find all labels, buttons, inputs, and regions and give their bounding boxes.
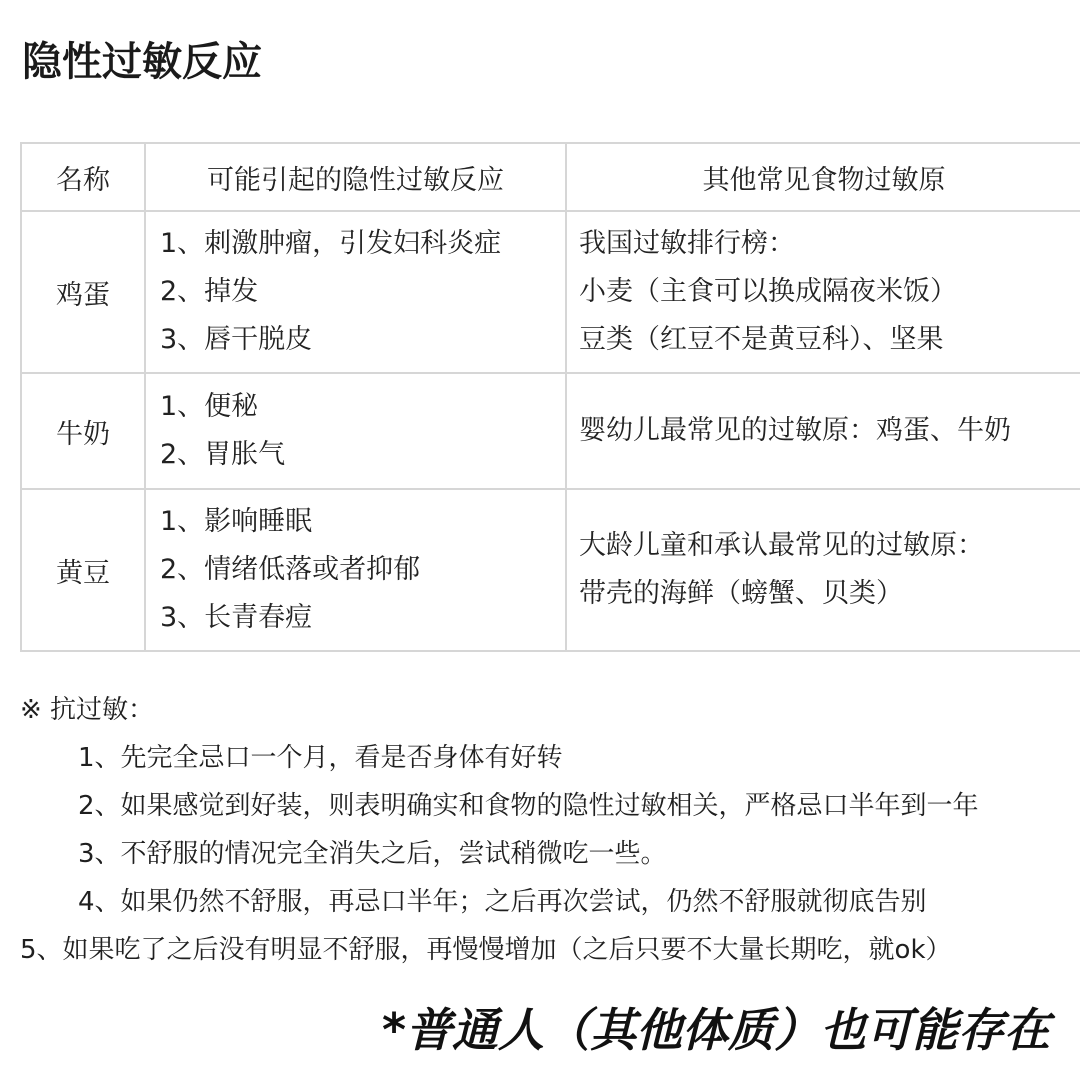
reaction-item: 1、便秘 xyxy=(160,391,259,422)
allergen-line: 大龄儿童和承认最常见的过敏原： xyxy=(579,530,984,561)
reaction-item: 1、影响睡眠 xyxy=(160,506,313,537)
reaction-item: 2、掉发 xyxy=(160,276,259,307)
column-header-reactions: 可能引起的隐性过敏反应 xyxy=(145,143,566,211)
anti-allergy-step: 1、先完全忌口一个月，看是否身体有好转 xyxy=(78,743,563,773)
reaction-item: 2、情绪低落或者抑郁 xyxy=(160,554,421,585)
reactions-cell xyxy=(145,489,566,651)
reaction-item: 2、胃胀气 xyxy=(160,439,286,470)
other-allergens-cell xyxy=(566,211,1080,373)
column-header-other-allergens: 其他常见食物过敏原 xyxy=(566,143,1080,211)
page-title: 隐性过敏反应 xyxy=(22,39,262,85)
table-row xyxy=(21,373,1080,489)
reaction-item: 3、长青春痘 xyxy=(160,602,313,633)
table-header-row xyxy=(21,143,1080,211)
food-name-cell: 牛奶 xyxy=(21,373,145,489)
reactions-cell xyxy=(145,211,566,373)
reaction-item: 1、刺激肿瘤，引发妇科炎症 xyxy=(160,228,502,259)
anti-allergy-heading: ※ 抗过敏： xyxy=(20,695,155,725)
column-header-name: 名称 xyxy=(21,143,145,211)
allergen-line: 我国过敏排行榜： xyxy=(579,228,795,259)
footnote: *普通人（其他体质）也可能存在 xyxy=(381,1003,1050,1057)
anti-allergy-step: 2、如果感觉到好装，则表明确实和食物的隐性过敏相关，严格忌口半年到一年 xyxy=(78,791,979,821)
other-allergens-cell xyxy=(566,489,1080,651)
allergy-table xyxy=(20,142,1080,652)
food-name-cell: 鸡蛋 xyxy=(21,211,145,373)
table-row xyxy=(21,489,1080,651)
anti-allergy-step: 4、如果仍然不舒服，再忌口半年；之后再次尝试，仍然不舒服就彻底告别 xyxy=(78,887,927,917)
allergen-line: 小麦（主食可以换成隔夜米饭） xyxy=(579,276,957,307)
table-row xyxy=(21,211,1080,373)
reaction-item: 3、唇干脱皮 xyxy=(160,324,313,355)
anti-allergy-step: 5、如果吃了之后没有明显不舒服，再慢慢增加（之后只要不大量长期吃，就ok） xyxy=(20,935,952,965)
anti-allergy-section xyxy=(20,686,1080,974)
allergen-line: 带壳的海鲜（螃蟹、贝类） xyxy=(579,578,903,609)
allergen-line: 婴幼儿最常见的过敏原：鸡蛋、牛奶 xyxy=(579,415,1011,446)
anti-allergy-step: 3、不舒服的情况完全消失之后，尝试稍微吃一些。 xyxy=(78,839,667,869)
food-name-cell: 黄豆 xyxy=(21,489,145,651)
reactions-cell xyxy=(145,373,566,489)
other-allergens-cell xyxy=(566,373,1080,489)
allergen-line: 豆类（红豆不是黄豆科）、坚果 xyxy=(579,324,944,355)
